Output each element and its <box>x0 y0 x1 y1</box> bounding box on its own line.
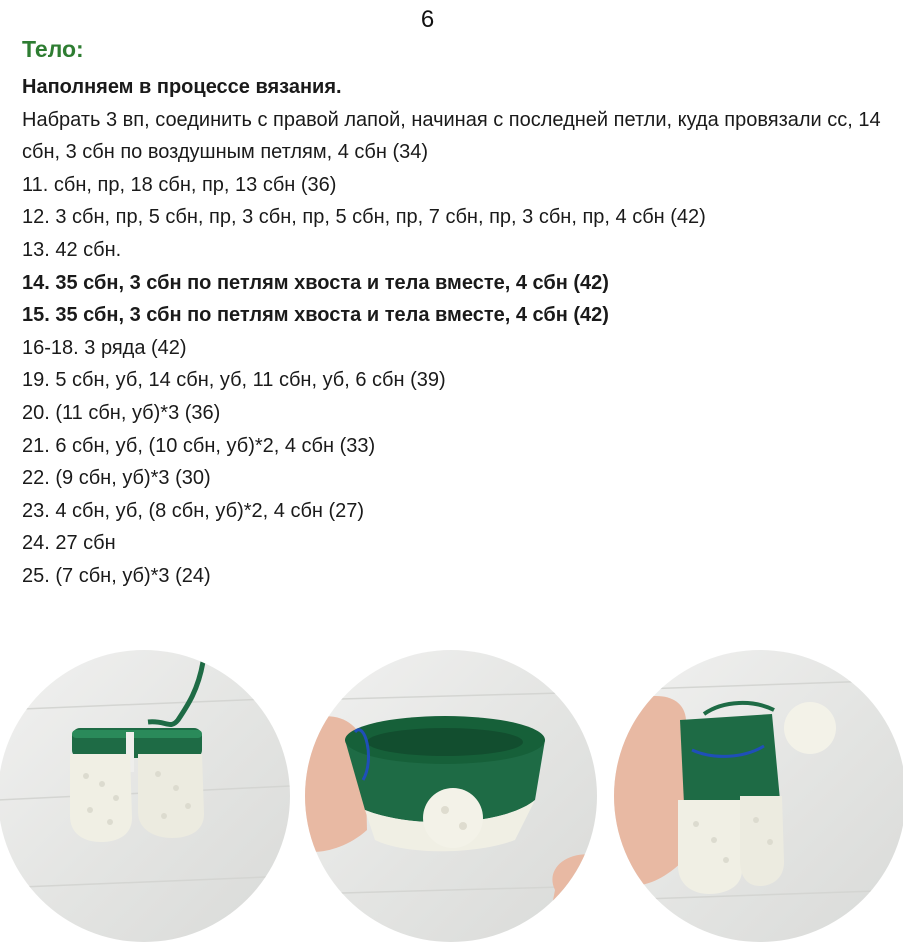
instruction-row-24: 24. 27 сбн <box>22 532 116 555</box>
crochet-body-with-tail-photo <box>305 650 597 942</box>
crochet-body-side-photo <box>614 650 903 942</box>
crochet-legs-illustration <box>0 650 290 942</box>
crochet-side-illustration <box>614 650 903 942</box>
crochet-legs-photo <box>0 650 290 942</box>
instruction-row-15: 15. 35 сбн, 3 сбн по петлям хвоста и тела вместе, 4 сбн (42) <box>22 304 609 327</box>
instruction-line-stuffing: Наполняем в процессе вязания. <box>22 76 342 98</box>
instruction-row-13: 13. 42 сбн. <box>22 238 122 261</box>
instruction-row-19: 19. 5 сбн, уб, 14 сбн, уб, 11 сбн, уб, 6 сбн (39) <box>22 369 446 392</box>
instruction-row-12: 12. 3 сбн, пр, 5 сбн, пр, 3 сбн, пр, 5 сбн, пр, 7 сбн, пр, 3 сбн, пр, 4 сбн (42) <box>22 206 706 229</box>
instruction-row-14: 14. 35 сбн, 3 сбн по петлям хвоста и тела вместе, 4 сбн (42) <box>22 271 609 294</box>
crochet-body-illustration <box>305 650 597 942</box>
page-number: 6 <box>420 6 435 33</box>
instruction-row-11: 11. сбн, пр, 18 сбн, пр, 13 сбн (36) <box>22 173 337 196</box>
instruction-row-22: 22. (9 сбн, уб)*3 (30) <box>22 467 211 490</box>
instruction-row-16-18: 16-18. 3 ряда (42) <box>22 336 187 359</box>
photo-strip <box>0 648 903 934</box>
instruction-row-21: 21. 6 сбн, уб, (10 сбн, уб)*2, 4 сбн (33) <box>22 434 376 457</box>
instruction-row-25: 25. (7 сбн, уб)*3 (24) <box>22 564 211 587</box>
instruction-row-20: 20. (11 сбн, уб)*3 (36) <box>22 401 221 424</box>
instruction-line-start: Набрать 3 вп, соединить с правой лапой, начиная с последней петли, куда провязали сс, 14 сбн, 3 сбн по воздушным петлям, 4 сбн (34) <box>22 108 881 164</box>
section-title: Тело: <box>22 36 84 62</box>
pattern-text <box>22 34 882 593</box>
instruction-row-23: 23. 4 сбн, уб, (8 сбн, уб)*2, 4 сбн (27) <box>22 499 365 522</box>
